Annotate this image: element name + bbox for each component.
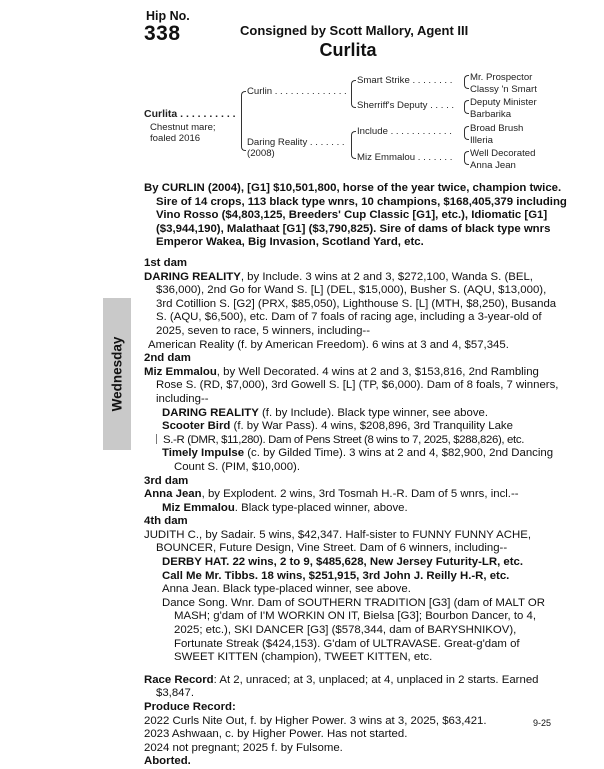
second-dam-entry [144,366,562,407]
fourth-dam-produce: DERBY HAT. 22 wins, 2 to 9, $485,628, New Jersey Futurity-LR, etc. [162,556,524,569]
pedigree-subject: Curlita . . . . . . . . . . [144,108,236,120]
day-side-tab-label: Wednesday [109,336,125,412]
pedigree-brace [464,126,469,140]
pedigree-sire-dam: Sherriff's Deputy . . . . . [357,100,455,111]
produce-record-line: Aborted. [144,755,191,768]
pedigree-subject-desc: Chestnut mare; [150,122,216,133]
pedigree-ggd: Classy 'n Smart [470,84,537,95]
third-dam-name: Anna Jean [144,488,202,501]
produce-record-line: 2023 Ashwaan, c. by Higher Power. Has not started. [144,728,408,741]
produce-record-line: 2024 not pregnant; 2025 f. by Fulsome. [144,741,343,754]
second-dam-name: Miz Emmalou [144,365,217,378]
pedigree-sire-sire: Smart Strike . . . . . . . . [357,75,453,86]
second-dam-produce-cont [144,434,562,448]
catalog-body [144,257,562,769]
day-side-tab [103,298,131,450]
change-bar [156,434,157,444]
horse-name-title: Curlita [319,40,377,60]
third-dam-text: , by Explodent. 2 wins, 3rd Tosmah H.-R. Dam of 5 wnrs, incl.-- [201,488,519,501]
third-dam-heading: 3rd dam [144,474,189,487]
produce-name: Miz Emmalou [162,501,235,514]
produce-text: S.-R (DMR, $11,280). Dam of Pens Street (8 wins to 7, 2025, $288,826), etc. [163,433,525,446]
fourth-dam-produce: Call Me Mr. Tibbs. 18 wins, $251,915, 3rd John J. Reilly H.-R, etc. [162,569,510,582]
fourth-dam-heading: 4th dam [144,515,188,528]
pedigree-sire: Curlin . . . . . . . . . . . . . . [247,86,347,97]
first-dam-produce: American Reality (f. by American Freedom). 6 wins at 3 and 4, $57,345. [148,338,509,351]
pedigree-subject-foaled: foaled 2016 [150,133,201,144]
pedigree-brace [241,91,246,151]
first-dam-heading: 1st dam [144,257,188,269]
second-dam-produce [144,447,562,474]
race-record-label: Race Record [144,673,214,686]
pedigree-ggd: Illeria [470,135,493,146]
produce-name: Timely Impulse [162,447,245,460]
pedigree-ggd: Barbarika [470,109,512,120]
third-dam-produce [144,502,562,516]
pedigree-brace [464,100,469,114]
first-dam-text: , by Include. 3 wins at 2 and 3, $272,100, Wanda S. (BEL, $36,000), 2nd Go for Wand S. [L] (DEL, $15,000), Busher S. (AQU, $13,000), 3rd Cotillion S. [G2] (PRX, $85,050), Lighthouse S. [L] (MTH, $8,250), Busanda S. (AQU, $6,500), etc. Dam of 7 foals of racing age, including a 3-year-old of 2025, seven to race, 5 winners, including-- [156,270,557,337]
produce-name: DARING REALITY [162,406,259,419]
produce-text: (c. by Gilded Time). 3 wins at 2 and 4, $82,900, 2nd Dancing Count S. (PIM, $10,000). [174,447,554,473]
page-code: 9-25 [533,718,552,728]
first-dam-name: DARING REALITY [144,270,241,283]
pedigree-dam-year: (2008) [247,148,275,159]
fourth-dam-entry: JUDITH C., by Sadair. 5 wins, $42,347. Half-sister to FUNNY FUNNY ACHE, BOUNCER, Future Design, Vine Street. Dam of 6 winners, including-- [144,528,531,555]
consignor-line: Consigned by Scott Mallory, Agent III [240,23,469,38]
hip-label: Hip No. [146,9,190,23]
pedigree-brace [351,131,356,159]
pedigree-ggs: Mr. Prospector [470,72,533,83]
pedigree-brace [464,151,469,165]
race-record [144,674,562,701]
pedigree-brace [464,75,469,89]
produce-text: . Black type-placed winner, above. [234,501,408,514]
second-dam-produce [144,420,562,434]
produce-text: (f. by War Pass). 4 wins, $208,896, 3rd Tranquility Lake [230,420,513,433]
sire-summary: By CURLIN (2004), [G1] $10,501,800, horse of the year twice, champion twice. Sire of 14 crops, 113 black type wnrs, 10 champions, $168,405,379 including Vino Rosso ($4,803,125, Breeders' Cup Classic [G1], etc.), Idiomatic [G1] ($3,944,190), Malathaat [G1] ($3,790,825). Sire of dams of black type wnrs Emperor Wakea, Big Invasion, Scotland Yard, etc. [144,182,567,249]
first-dam-entry [144,271,562,339]
second-dam-produce [144,407,562,421]
pedigree-ggs: Well Decorated [470,148,536,159]
hip-number: 338 [144,22,181,45]
produce-record-line: 2022 Curls Nite Out, f. by Higher Power. 3 wins at 3, 2025, $63,421. [144,714,487,727]
third-dam-entry [144,488,562,502]
pedigree-brace [351,80,356,108]
pedigree-dam: Daring Reality . . . . . . . [247,137,345,148]
second-dam-text: , by Well Decorated. 4 wins at 2 and 3, $153,816, 2nd Rambling Rose S. (RD, $7,000), 3rd Gowell S. [L] (TP, $6,000). Dam of 8 foals, 7 winners, including-- [156,365,559,405]
pedigree-dam-dam: Miz Emmalou . . . . . . . [357,152,453,163]
second-dam-heading: 2nd dam [144,352,191,365]
produce-name: Scooter Bird [162,420,231,433]
fourth-dam-produce: Dance Song. Wnr. Dam of SOUTHERN TRADITION [G3] (dam of MALT OR MASH; g'dam of I'M WORKIN ON IT, Bielsa [G3]; Bourbon Dancer, to 4, 2025; etc.), SKI DANCER [G3] ($578,344, dam of BARYSHNIKOV), Fortunate Streak ($424,153). G'dam of ULTRAVASE. Great-g'dam of SWEET KITTEN (champion), TWEET KITTEN, etc. [162,596,545,664]
produce-record-label: Produce Record: [144,701,236,713]
pedigree-dam-sire: Include . . . . . . . . . . . . [357,126,452,137]
pedigree-ggd: Anna Jean [470,160,516,171]
pedigree-ggs: Broad Brush [470,123,524,134]
fourth-dam-produce: Anna Jean. Black type-placed winner, see above. [162,583,411,596]
pedigree-ggs: Deputy Minister [470,97,537,108]
produce-text: (f. by Include). Black type winner, see above. [258,406,489,419]
race-record-text: : At 2, unraced; at 3, unplaced; at 4, unplaced in 2 starts. Earned $3,847. [156,673,539,700]
